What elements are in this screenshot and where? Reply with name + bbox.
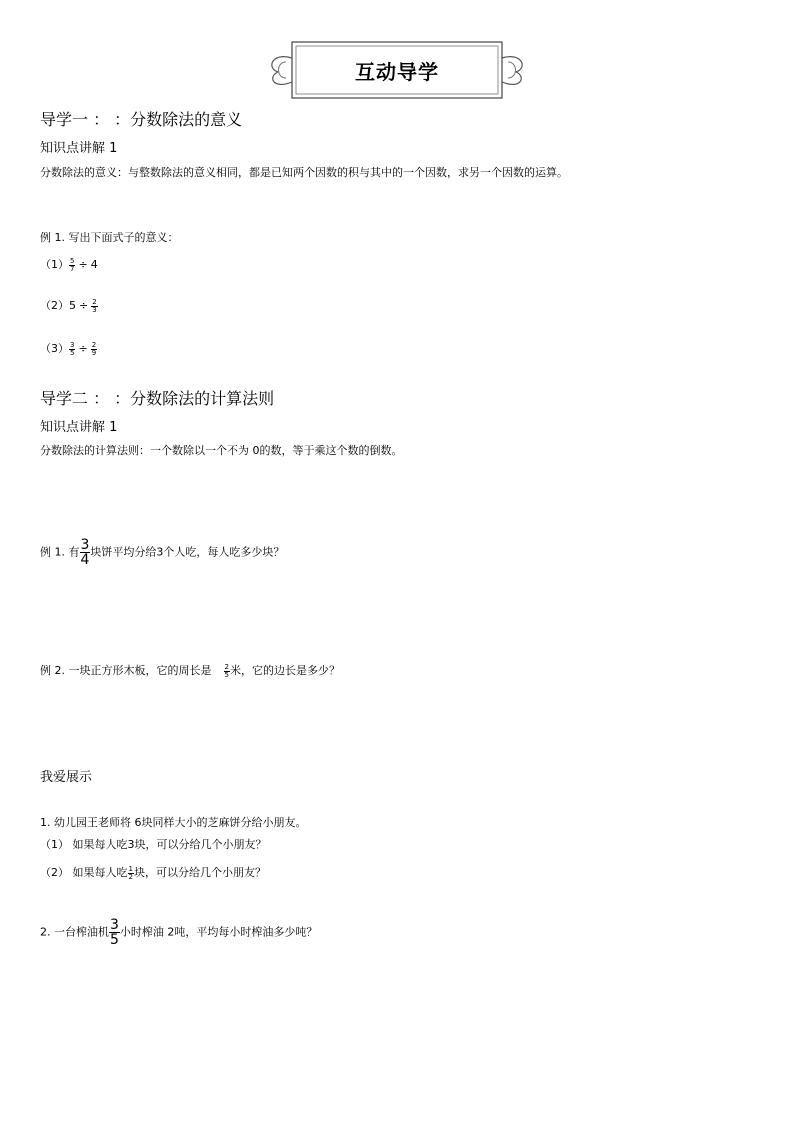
show-q1-1: （1） 如果每人吃3块，可以分给几个小朋友？ [40,838,267,851]
denominator: 2 [128,872,133,881]
section1-item-2 [40,297,98,314]
section1-heading: 导学一 ： ：分数除法的意义 [40,110,243,129]
numerator: 3 [70,340,75,349]
item-label: （2） [40,299,69,312]
fraction [91,342,97,357]
question-prefix: 2. 一台榨油机 [40,925,109,939]
show-q2 [40,918,317,947]
fraction [69,258,75,273]
fraction [109,918,120,947]
numerator: 3 [110,917,119,933]
denominator: 3 [92,305,97,314]
section2-rule: 分数除法的计算法则：一个数除以一个不为 0的数，等于乘这个数的倒数。 [40,444,403,457]
numerator: 2 [224,662,229,671]
section2-example2 [40,662,340,679]
numerator: 3 [80,537,90,553]
example-suffix: 块饼平均分给3个人吃，每人吃多少块？ [90,545,285,559]
section2-heading: 导学二 ： ：分数除法的计算法则 [40,389,275,408]
section1-definition: 分数除法的意义：与整数除法的意义相同，都是已知两个因数的积与其中的一个因数，求另一个因数的运算。 [40,166,568,179]
divide-sign: ÷ [78,342,88,355]
denominator: 5 [110,932,119,948]
example-prefix: 例 2. 一块正方形木板，它的周长是 [40,664,212,677]
fraction [80,538,91,567]
section2-knowledge-label: 知识点讲解 1 [40,420,118,435]
show-q1-2 [40,864,266,881]
denominator: 7 [70,264,75,273]
divide-sign: ÷ [79,299,89,312]
question-prefix: （2） 如果每人吃 [40,866,128,879]
numerator: 2 [91,340,97,349]
show-title: 我爱展示 [40,770,93,785]
item-label: （1） [40,258,69,271]
section1-item-3 [40,340,97,357]
fraction [91,299,97,314]
numerator: 5 [70,256,75,265]
operand: 4 [90,258,98,271]
denominator: 5 [224,670,229,679]
example-prefix: 例 1. 有 [40,545,80,559]
fraction [69,342,75,357]
denominator: 4 [80,552,90,568]
section-banner [262,38,532,102]
divide-sign: ÷ [78,258,88,271]
denominator: 9 [91,348,97,357]
section1-example-label: 例 1. 写出下面式子的意义： [40,231,179,244]
item-label: （3） [40,342,69,355]
example-suffix: 米，它的边长是多少？ [229,664,340,677]
numerator: 2 [92,297,97,306]
show-q1: 1. 幼儿园王老师将 6块同样大小的芝麻饼分给小朋友。 [40,816,307,829]
banner-title: 互动导学 [355,59,439,84]
question-suffix: 小时榨油 2吨，平均每小时榨油多少吨？ [119,925,318,939]
operand: 5 [69,299,76,312]
numerator: 1 [128,864,133,873]
section1-item-1 [40,256,98,273]
section1-knowledge-label: 知识点讲解 1 [40,141,118,156]
section2-example1 [40,538,284,567]
question-suffix: 块，可以分给几个小朋友？ [133,866,266,879]
denominator: 5 [70,348,75,357]
